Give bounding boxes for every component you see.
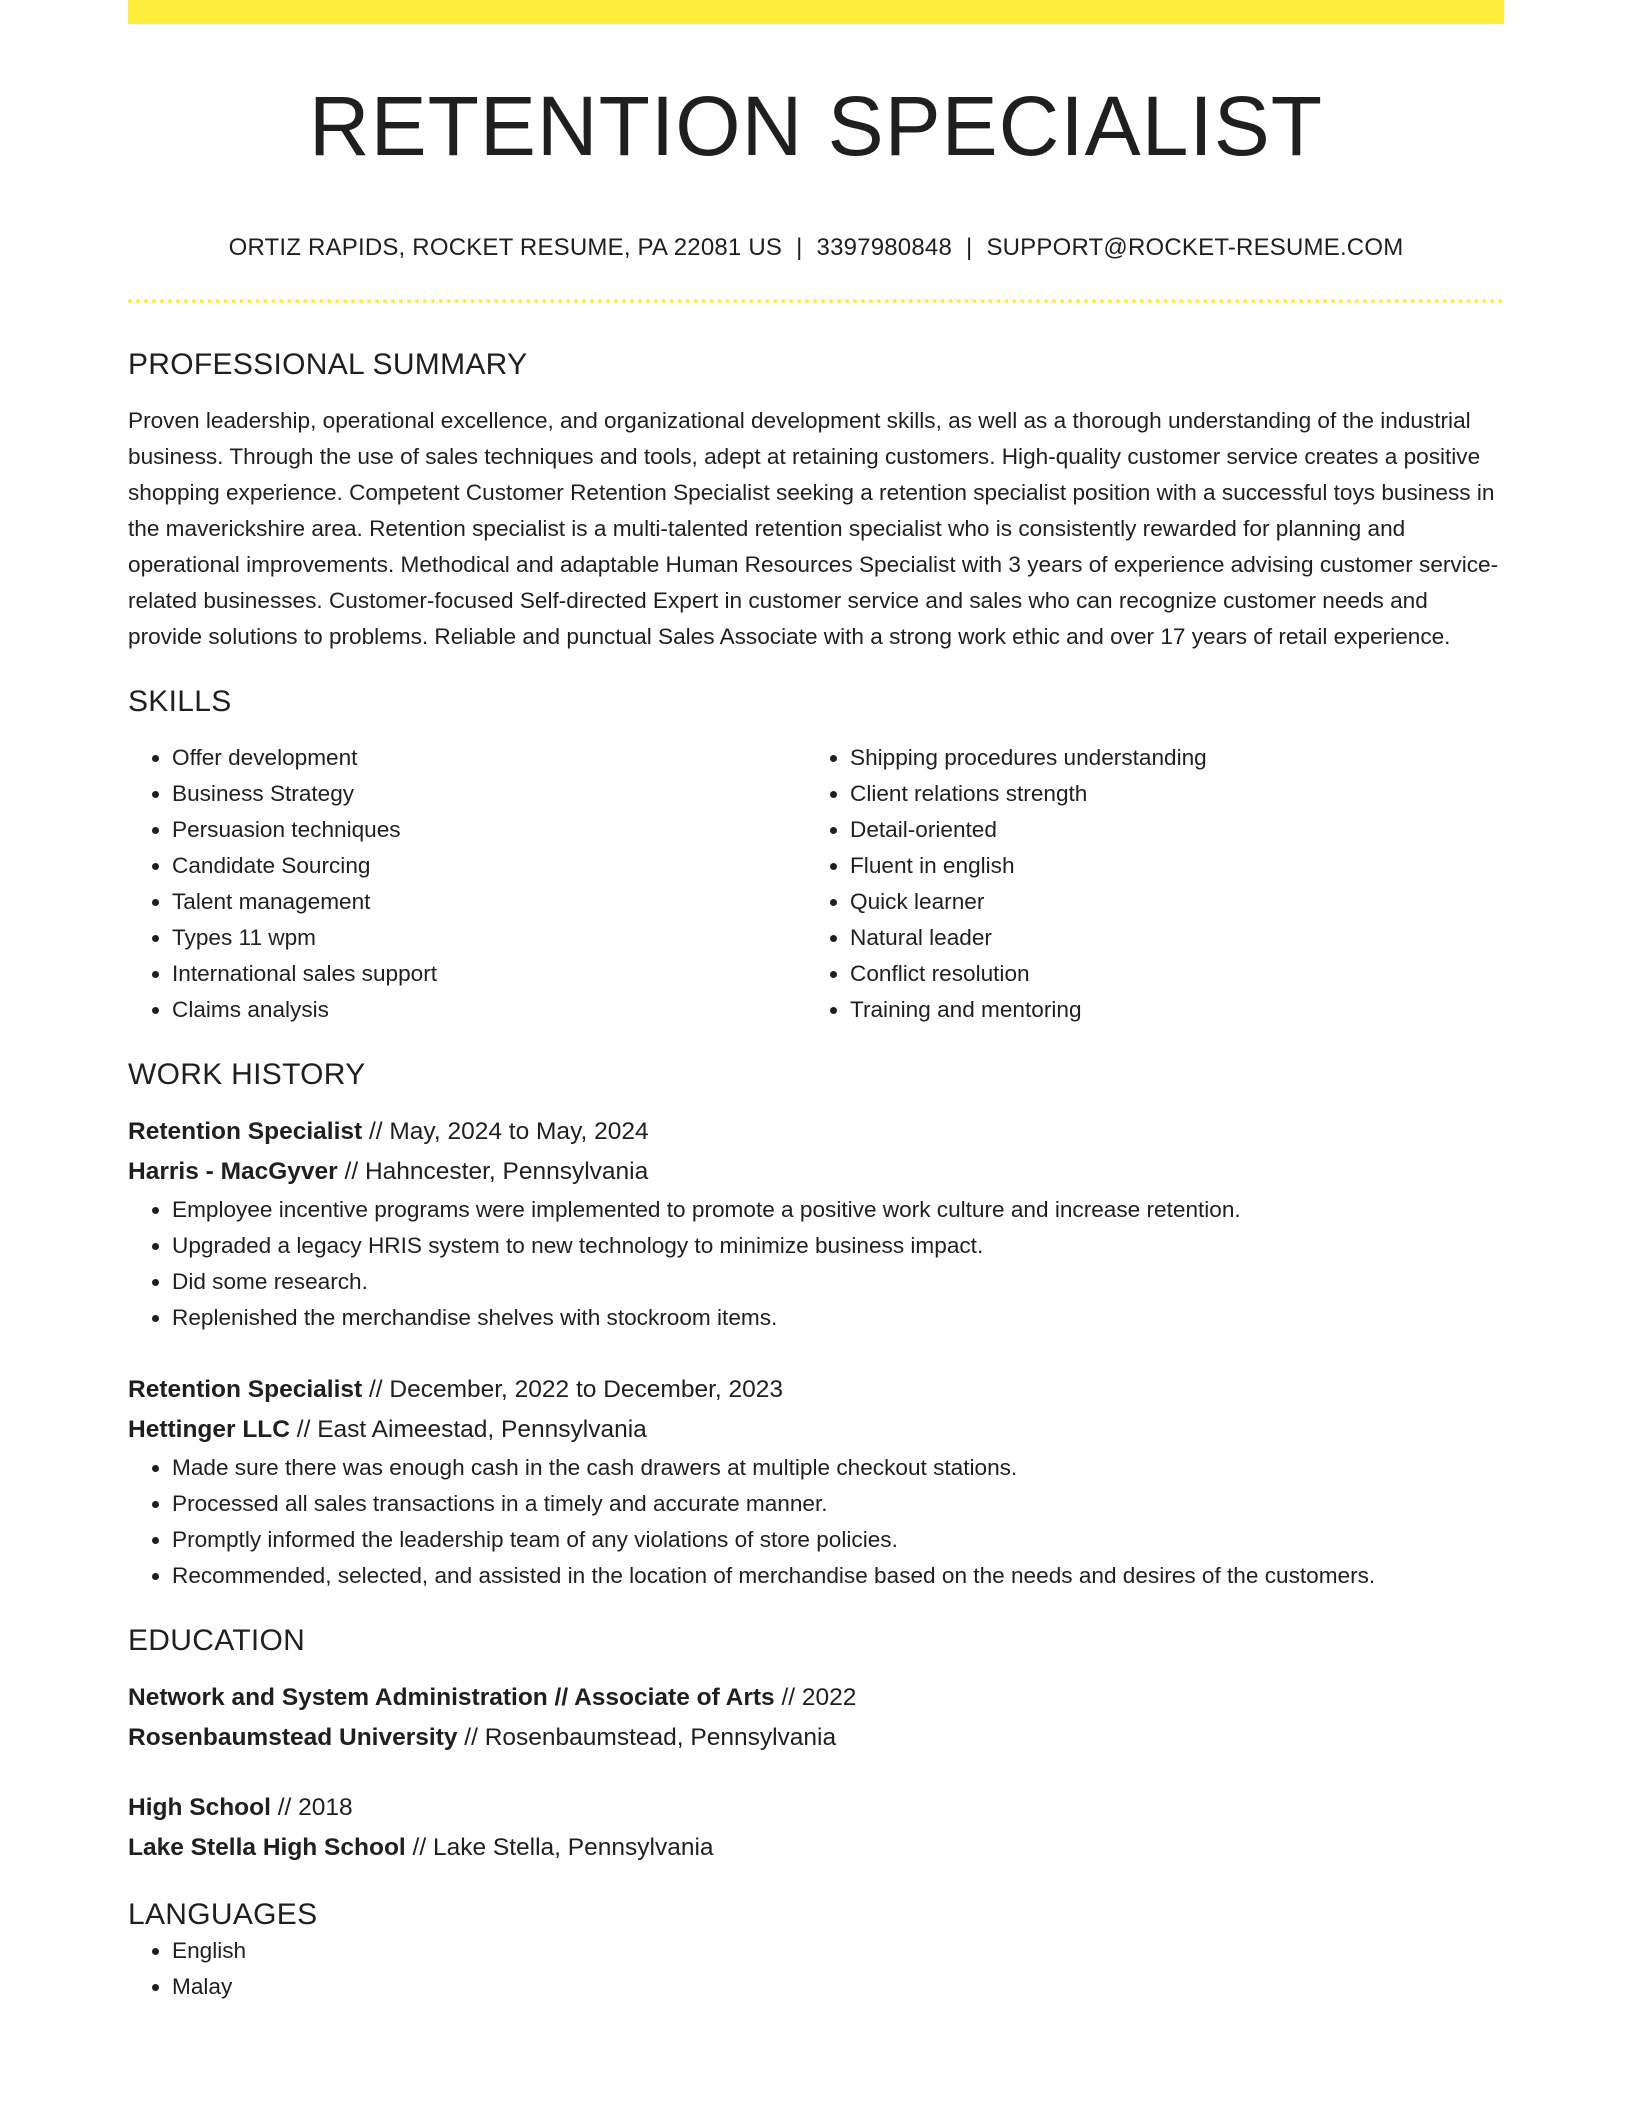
job-dates: // May, 2024 to May, 2024 bbox=[362, 1118, 649, 1145]
section-title-summary: PROFESSIONAL SUMMARY bbox=[128, 348, 528, 381]
skills-column-left bbox=[128, 740, 806, 1028]
skill-item: • Candidate Sourcing bbox=[172, 848, 806, 884]
job-company-line bbox=[128, 1410, 1504, 1450]
skill-item: • Fluent in english bbox=[850, 848, 1484, 884]
skill-item: • Conflict resolution bbox=[850, 956, 1484, 992]
education-entry bbox=[128, 1788, 1504, 1868]
contact-phone[interactable]: 3397980848 bbox=[816, 234, 952, 261]
education-year: // 2022 bbox=[774, 1684, 857, 1711]
section-title-languages: LANGUAGES bbox=[128, 1898, 318, 1931]
job-dates: // December, 2022 to December, 2023 bbox=[362, 1376, 784, 1403]
resume-title: RETENTION SPECIALIST bbox=[308, 79, 1324, 173]
contact-email[interactable]: SUPPORT@ROCKET-RESUME.COM bbox=[986, 234, 1404, 261]
skill-item: • International sales support bbox=[172, 956, 806, 992]
job-role-line bbox=[128, 1112, 1504, 1152]
job-location: // East Aimeestad, Pennsylvania bbox=[289, 1416, 647, 1443]
skills-column-right bbox=[806, 740, 1484, 1028]
job-bullet: • Replenished the merchandise shelves with stockroom items. bbox=[172, 1300, 1504, 1336]
section-title-work-history: WORK HISTORY bbox=[128, 1058, 366, 1091]
job-bullet: • Did some research. bbox=[172, 1264, 1504, 1300]
education-school: Rosenbaumstead University bbox=[128, 1724, 458, 1751]
contact-line bbox=[128, 234, 1504, 262]
job-bullet: • Employee incentive programs were implemented to promote a positive work culture and increase retention. bbox=[172, 1192, 1504, 1228]
job-company: Harris - MacGyver bbox=[128, 1158, 338, 1185]
skill-item: • Shipping procedures understanding bbox=[850, 740, 1484, 776]
job-location: // Hahncester, Pennsylvania bbox=[337, 1158, 649, 1185]
job-company: Hettinger LLC bbox=[128, 1416, 290, 1443]
skill-item: • Types 11 wpm bbox=[172, 920, 806, 956]
education-school-line bbox=[128, 1718, 1504, 1758]
job-bullet: • Upgraded a legacy HRIS system to new technology to minimize business impact. bbox=[172, 1228, 1504, 1264]
summary-paragraph: Proven leadership, operational excellence, and organizational development skills, as well as a thorough understanding of the industrial business. Through the use of sales techniques and tools, adept at retaining customers. High-quality customer service creates a positive shopping experience. Competent Customer Retention Specialist seeking a retention specialist position with a successful toys business in the maverickshire area. Retention specialist is a multi-talented retention specialist who is consistently rewarded for planning and operational improvements. Methodical and adaptable Human Resources Specialist with 3 years of experience advising customer service-related businesses. Customer-focused Self-directed Expert in customer service and sales who can recognize customer needs and provide solutions to problems. Reliable and punctual Sales Associate with a strong work ethic and over 17 years of retail experience. bbox=[128, 408, 1499, 649]
skill-item: • Claims analysis bbox=[172, 992, 806, 1028]
skill-item: • Natural leader bbox=[850, 920, 1484, 956]
education-degree-line bbox=[128, 1788, 1504, 1828]
skill-item: • Training and mentoring bbox=[850, 992, 1484, 1028]
skill-item: • Talent management bbox=[172, 884, 806, 920]
job-role: Retention Specialist bbox=[128, 1118, 363, 1145]
job-bullet: • Made sure there was enough cash in the cash drawers at multiple checkout stations. bbox=[172, 1450, 1504, 1486]
job-bullets bbox=[128, 1192, 1504, 1336]
education-degree-line bbox=[128, 1678, 1504, 1718]
skill-item: • Client relations strength bbox=[850, 776, 1484, 812]
skill-item: • Quick learner bbox=[850, 884, 1484, 920]
skill-item: • Offer development bbox=[172, 740, 806, 776]
education-school: Lake Stella High School bbox=[128, 1834, 406, 1861]
section-title-education: EDUCATION bbox=[128, 1624, 306, 1657]
resume-page bbox=[128, 0, 1504, 2005]
section-title-skills: SKILLS bbox=[128, 685, 232, 718]
job-bullet: • Promptly informed the leadership team of any violations of store policies. bbox=[172, 1522, 1504, 1558]
education-location: // Lake Stella, Pennsylvania bbox=[405, 1834, 714, 1861]
contact-separator: | bbox=[966, 234, 973, 261]
education-school-line bbox=[128, 1828, 1504, 1868]
language-item: • English bbox=[172, 1933, 1504, 1969]
education-year: // 2018 bbox=[270, 1794, 353, 1821]
skills-grid bbox=[128, 740, 1504, 1028]
job-entry bbox=[128, 1112, 1504, 1336]
job-company-line bbox=[128, 1152, 1504, 1192]
job-bullets bbox=[128, 1450, 1504, 1594]
job-entry bbox=[128, 1370, 1504, 1594]
skill-item: • Persuasion techniques bbox=[172, 812, 806, 848]
contact-address: ORTIZ RAPIDS, ROCKET RESUME, PA 22081 US bbox=[228, 234, 783, 261]
skill-item: • Detail-oriented bbox=[850, 812, 1484, 848]
job-bullet: • Recommended, selected, and assisted in the location of merchandise based on the needs and desires of the customers. bbox=[172, 1558, 1504, 1594]
contact-separator: | bbox=[796, 234, 803, 261]
skill-item: • Business Strategy bbox=[172, 776, 806, 812]
language-item: • Malay bbox=[172, 1969, 1504, 2005]
job-bullet: • Processed all sales transactions in a timely and accurate manner. bbox=[172, 1486, 1504, 1522]
dotted-divider bbox=[128, 299, 1504, 303]
accent-top-bar bbox=[128, 0, 1504, 24]
job-role: Retention Specialist bbox=[128, 1376, 363, 1403]
education-entry bbox=[128, 1678, 1504, 1758]
education-degree: Network and System Administration // Associate of Arts bbox=[128, 1684, 775, 1711]
education-degree: High School bbox=[128, 1794, 271, 1821]
job-role-line bbox=[128, 1370, 1504, 1410]
education-location: // Rosenbaumstead, Pennsylvania bbox=[457, 1724, 837, 1751]
languages-list bbox=[128, 1933, 1504, 2005]
